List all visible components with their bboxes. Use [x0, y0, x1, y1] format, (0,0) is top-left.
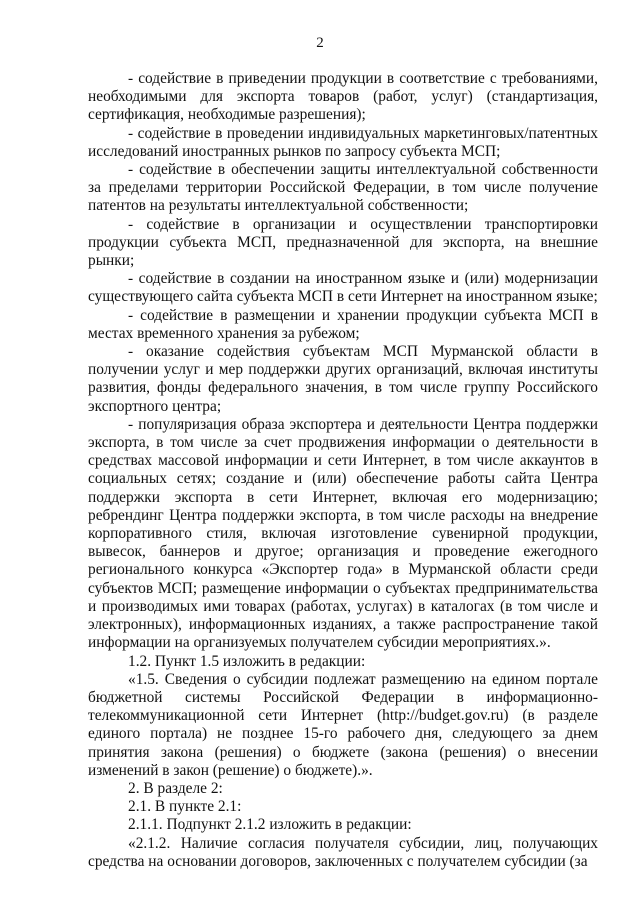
paragraph: - оказание содействия субъектам МСП Мурманской области в получении услуг и мер поддержки других организаций, включая институты развития, фонды федерального значения, в том числе группу Российского экспортного центра; — [88, 343, 598, 415]
document-body — [88, 70, 598, 871]
paragraph: 1.2. Пункт 1.5 изложить в редакции: — [128, 652, 366, 670]
paragraph: 2.1. В пункте 2.1: — [128, 798, 242, 816]
paragraph: «2.1.2. Наличие согласия получателя субсидии, лиц, получающих средства на основании договоров, заключенных с получателем субсидии (за — [88, 834, 598, 870]
paragraph: - популяризация образа экспортера и деятельности Центра поддержки экспорта, в том числе за счет продвижения информации о деятельности в средствах массовой информации и сети Интернет, в том числе аккаунтов в социальных сетях; создание и (или) обеспечение работы сайта Центра поддержки экспорта в сети Интернет, включая его модернизацию; ребрендинг Центра поддержки экспорта, в том числе расходы на внедрение корпоративного стиля, включая изготовление сувенирной продукции, вывесок, баннеров и другое; организация и проведение ежегодного регионального конкурса «Экспортер года» в Мурманской области среди субъектов МСП; размещение информации о субъектах предпринимательства и производимых ими товарах (работах, услугах) в каталогах (в том числе и электронных), информационных изданиях, а также распространение такой информации на организуемых получателем субсидии мероприятиях.». — [88, 415, 598, 652]
paragraph: - содействие в организации и осуществлении транспортировки продукции субъекта МСП, предназначенной для экспорта, на внешние рынки; — [88, 215, 598, 270]
paragraph: 2. В разделе 2: — [128, 779, 223, 797]
page-number: 2 — [316, 35, 324, 51]
paragraph: 2.1.1. Подпункт 2.1.2 изложить в редакции: — [128, 816, 412, 834]
paragraph: - содействие в приведении продукции в соответствие с требованиями, необходимыми для экспорта товаров (работ, услуг) (стандартизация, сертификация, необходимые разрешения); — [88, 70, 598, 124]
paragraph: - содействие в проведении индивидуальных маркетинговых/патентных исследований иностранных рынков по запросу субъекта МСП; — [88, 124, 598, 160]
paragraph: «1.5. Сведения о субсидии подлежат размещению на едином портале бюджетной системы Российской Федерации в информационно-телекоммуникационной сети Интернет (http://budget.gov.ru) (в разделе единого портала) не позднее 15-го рабочего дня, следующего за днем принятия закона (решения) о бюджете (закона (решения) о внесении изменений в закон (решение) о бюджете).». — [88, 670, 598, 779]
paragraph: - содействие в обеспечении защиты интеллектуальной собственности за пределами территории Российской Федерации, в том числе получение патентов на результаты интеллектуальной собственности; — [88, 161, 598, 215]
paragraph: - содействие в создании на иностранном языке и (или) модернизации существующего сайта субъекта МСП в сети Интернет на иностранном языке; — [88, 270, 598, 306]
paragraph: - содействие в размещении и хранении продукции субъекта МСП в местах временного хранения за рубежом; — [88, 306, 598, 342]
